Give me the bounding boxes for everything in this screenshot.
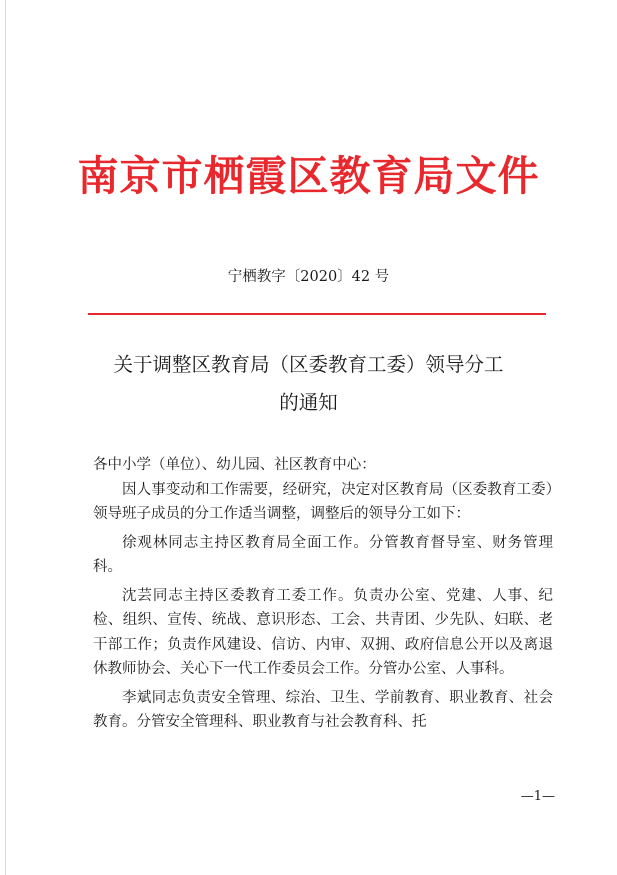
body-paragraph-xu-guanlin: 徐观林同志主持区教育局全面工作。分管教育督导室、财务管理科。 bbox=[93, 534, 553, 575]
document-number: 宁栖教字〔2020〕42 号 bbox=[227, 269, 390, 285]
salutation: 各中小学（单位）、幼儿园、社区教育中心： bbox=[93, 457, 376, 473]
document-body bbox=[93, 453, 553, 739]
document-issuer-header: 南京市栖霞区教育局文件 bbox=[77, 152, 540, 200]
page-edge-divider bbox=[5, 0, 6, 875]
body-paragraph-intro: 因人事变动和工作需要，经研究，决定对区教育局（区委教育工委）领导班子成员的分工作适当调整，调整后的领导分工如下： bbox=[93, 481, 553, 522]
document-title-line-1: 关于调整区教育局（区委教育工委）领导分工 bbox=[113, 353, 504, 376]
header-red-divider bbox=[88, 313, 546, 315]
body-paragraph-shen-yun: 沈芸同志主持区委教育工委工作。负责办公室、党建、人事、纪检、组织、宣传、统战、意识形态、工会、共青团、少先队、妇联、老干部工作；负责作风建设、信访、内审、双拥、政府信息公开以及离退休教师协会、关心下一代工作委员会工作。分管办公室、人事科。 bbox=[93, 587, 553, 677]
document-title bbox=[0, 346, 617, 422]
document-title-line-2: 的通知 bbox=[279, 391, 338, 414]
page-number: —1— bbox=[520, 789, 555, 804]
body-paragraph-li-bin: 李斌同志负责安全管理、综治、卫生、学前教育、职业教育、社会教育。分管安全管理科、职业教育与社会教育科、托 bbox=[93, 689, 553, 730]
